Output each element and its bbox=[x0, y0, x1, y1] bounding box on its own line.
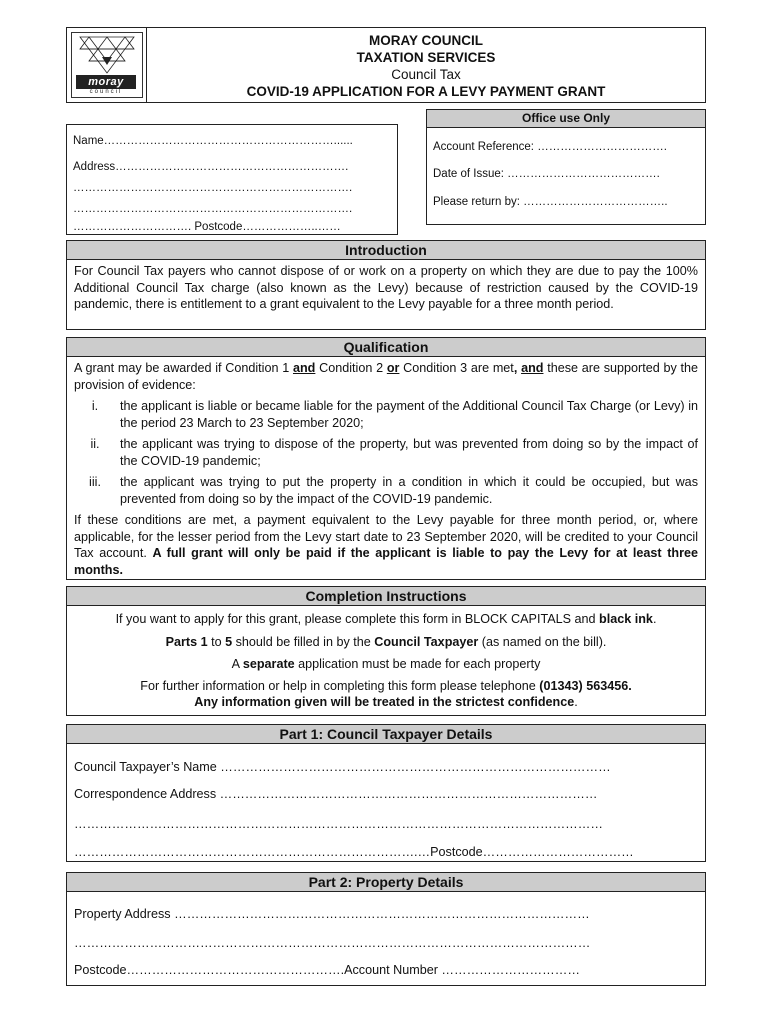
introduction-title: Introduction bbox=[67, 241, 705, 260]
form-title: COVID-19 APPLICATION FOR A LEVY PAYMENT GRANT bbox=[246, 84, 606, 99]
instructions-section bbox=[66, 586, 706, 716]
logo-frame bbox=[71, 32, 143, 98]
header-title-block bbox=[148, 32, 704, 100]
part1-section bbox=[66, 724, 706, 862]
applicant-address-line3[interactable]: ………………………………………………………………. bbox=[73, 203, 353, 215]
condition-item: i. the applicant is liable or became liable for the payment of the Additional Council Tax Charge (or Levy) in the period 23 March to 23 September 2020; bbox=[91, 399, 698, 430]
part2-title: Part 2: Property Details bbox=[67, 873, 705, 892]
qualification-outro: If these conditions are met, a payment equivalent to the Levy payable for three month period, or, where applicable, for the lesser period from the Levy start date to 23 September 2020, will be credited to your Council Tax account. A full grant will only be paid if the applicant is liable to pay the Levy for at least three months. bbox=[74, 513, 699, 577]
instructions-body bbox=[67, 606, 705, 710]
taxpayer-name-field[interactable]: Council Taxpayer’s Name ………………………………………………………………………………… bbox=[74, 760, 611, 774]
logo-subtext: council bbox=[89, 89, 123, 95]
condition-item: iii. the applicant was trying to put the property in a condition in which it could be occupied, but was prevented from doing so by the impact of the COVID-19 pandemic. bbox=[89, 475, 698, 506]
applicant-postcode-field[interactable]: …………………………. Postcode………………..…… bbox=[73, 221, 341, 233]
applicant-name-field[interactable]: Name……………………………………………………...... bbox=[73, 135, 353, 147]
account-reference-field[interactable]: Account Reference: ……………………………. bbox=[433, 141, 667, 153]
qualification-title: Qualification bbox=[67, 338, 705, 357]
department-name: TAXATION SERVICES bbox=[356, 50, 496, 65]
office-use-box bbox=[426, 109, 706, 225]
date-of-issue-field[interactable]: Date of Issue: …………………………………. bbox=[433, 168, 660, 180]
applicant-address-field[interactable]: Address……………………………………………………. bbox=[73, 161, 349, 173]
instruction-line: A separate application must be made for each property bbox=[231, 657, 541, 671]
service-name: Council Tax bbox=[391, 67, 461, 82]
org-name: MORAY COUNCIL bbox=[368, 33, 483, 48]
correspondence-address-field[interactable]: Correspondence Address ……………………………………………………………………………… bbox=[74, 787, 598, 801]
qualification-intro: A grant may be awarded if Condition 1 and Condition 2 or Condition 3 are met, and these are supported by the provision of evidence: bbox=[74, 361, 699, 392]
instructions-title: Completion Instructions bbox=[67, 587, 705, 606]
office-use-title: Office use Only bbox=[427, 110, 705, 128]
conditions-list bbox=[74, 398, 698, 507]
confidentiality-note: Any information given will be treated in the strictest confidence. bbox=[194, 694, 578, 709]
introduction-text: For Council Tax payers who cannot dispose of or work on a property on which they are due to pay the 100% Additional Council Tax charge (also known as the Levy) because of restriction caused by the COVID-19 pandemic, there is entitlement to a grant equivalent to the Levy payable for a three month period. bbox=[74, 264, 698, 311]
instruction-line: If you want to apply for this grant, please complete this form in BLOCK CAPITALS and black ink. bbox=[115, 612, 657, 626]
correspondence-address-line2[interactable]: ……………………………………………………………………………………………………………… bbox=[74, 817, 603, 831]
qualification-body bbox=[67, 357, 705, 578]
property-address-field[interactable]: Property Address ……………………………………………………………………………………… bbox=[74, 907, 590, 921]
instruction-line: For further information or help in completing this form please telephone (01343) 563456. bbox=[140, 678, 632, 693]
applicant-address-box bbox=[66, 124, 398, 235]
part2-section bbox=[66, 872, 706, 986]
logo-triangles-icon bbox=[72, 33, 142, 75]
qualification-section bbox=[66, 337, 706, 580]
property-address-line2[interactable]: …………………………………………………………………………………………………………… bbox=[74, 936, 591, 950]
introduction-section bbox=[66, 240, 706, 330]
council-logo bbox=[67, 28, 147, 102]
instruction-line: Parts 1 to 5 should be filled in by the Council Taxpayer (as named on the bill). bbox=[165, 634, 607, 649]
logo-wordmark: moray bbox=[76, 75, 136, 89]
part1-title: Part 1: Council Taxpayer Details bbox=[67, 725, 705, 744]
return-by-field[interactable]: Please return by: ……………………………….. bbox=[433, 196, 668, 208]
applicant-address-line2[interactable]: ………………………………………………………………. bbox=[73, 182, 353, 194]
correspondence-postcode-field[interactable]: ……………………………………………………………………….…Postcode……………………………… bbox=[74, 845, 634, 859]
property-postcode-field[interactable]: Postcode…………………………………………….Account Number …………………………… bbox=[74, 963, 580, 977]
condition-item: ii. the applicant was trying to dispose of the property, but was prevented from doing so by the impact of the COVID-19 pandemic; bbox=[90, 437, 698, 468]
